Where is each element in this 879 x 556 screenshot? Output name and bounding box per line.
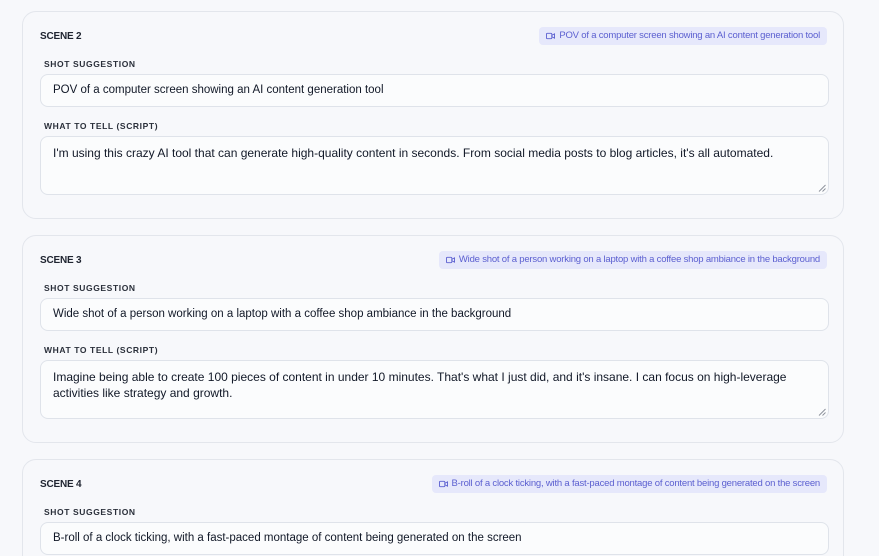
shot-suggestion-input[interactable]: Wide shot of a person working on a laptop with a coffee shop ambiance in the background (40, 298, 829, 331)
script-label: WHAT TO TELL (SCRIPT) (44, 345, 159, 355)
shot-badge (539, 27, 827, 45)
shot-badge-text: B-roll of a clock ticking, with a fast-paced montage of content being generated on the screen (451, 478, 820, 489)
shot-badge (439, 251, 827, 269)
scene-title: SCENE 3 (40, 255, 82, 266)
scene-title: SCENE 2 (40, 31, 82, 42)
shot-suggestion-input[interactable]: B-roll of a clock ticking, with a fast-paced montage of content being generated on the screen (40, 522, 829, 555)
shot-badge-text: POV of a computer screen showing an AI content generation tool (559, 30, 820, 41)
scene-card-4 (22, 459, 844, 556)
script-text: I'm using this crazy AI tool that can generate high-quality content in seconds. From social media posts to blog articles, it's all automated. (53, 146, 774, 160)
scene-title: SCENE 4 (40, 479, 82, 490)
shot-suggestion-label: SHOT SUGGESTION (44, 507, 136, 517)
shot-suggestion-input[interactable]: POV of a computer screen showing an AI content generation tool (40, 74, 829, 107)
resize-grip-icon[interactable] (818, 184, 826, 192)
shot-badge-text: Wide shot of a person working on a laptop with a coffee shop ambiance in the background (458, 254, 820, 265)
scene-card-2 (22, 11, 844, 219)
shot-suggestion-label: SHOT SUGGESTION (44, 283, 136, 293)
video-camera-icon (446, 256, 455, 264)
script-textarea[interactable] (40, 360, 829, 419)
script-label: WHAT TO TELL (SCRIPT) (44, 121, 159, 131)
resize-grip-icon[interactable] (818, 408, 826, 416)
scene-card-3 (22, 235, 844, 443)
video-camera-icon (546, 32, 555, 40)
script-text: Imagine being able to create 100 pieces of content in under 10 minutes. That's what I just did, and it's insane. I can focus on high-leverage activities like strategy and growth. (53, 370, 787, 400)
shot-suggestion-label: SHOT SUGGESTION (44, 59, 136, 69)
script-textarea[interactable] (40, 136, 829, 195)
shot-badge (432, 475, 828, 493)
video-camera-icon (439, 480, 448, 488)
